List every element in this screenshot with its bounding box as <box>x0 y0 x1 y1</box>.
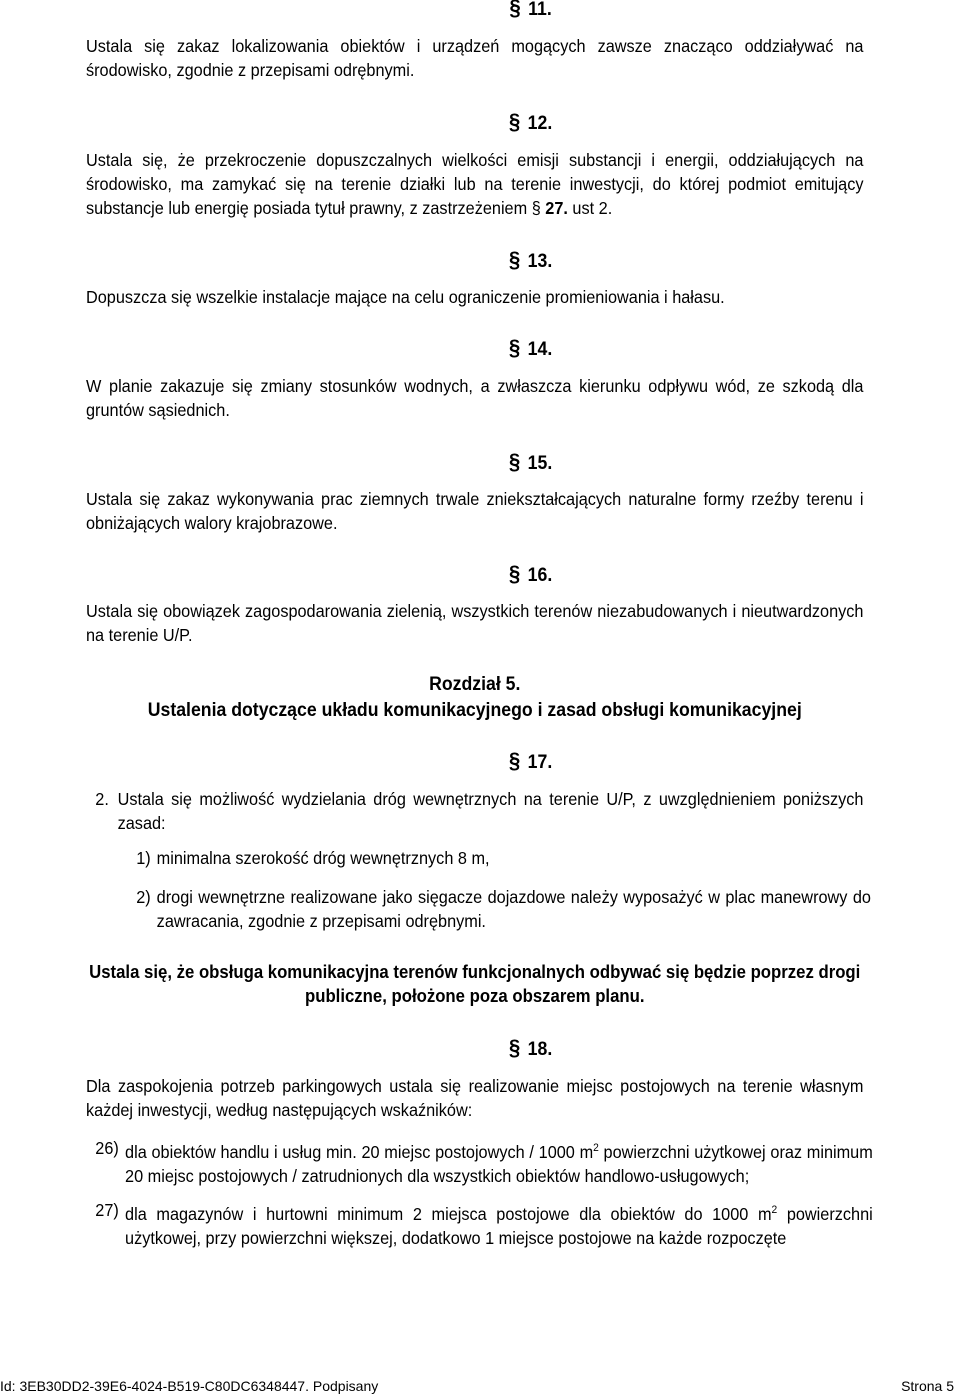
list-item-number: 26) <box>95 1138 119 1158</box>
section-ref-symbol: § <box>531 198 541 218</box>
section-12-text-a: Ustala się, że przekroczenie dopuszczalnych wielkości emisji substancji i energii, oddziałujących na środowisko, ma zamykać się na terenie działki lub na terenie inwestycji, do której podmiot emitujący substancje lub energię posiada tytuł prawny, z zastrzeżeniem <box>86 150 864 218</box>
section-17-text: Ustala się możliwość wydzielania dróg wewnętrznych na terenie U/P, z uwzględnieniem poniższych zasad: <box>117 789 864 833</box>
chapter-title: Ustalenia dotyczące układu komunikacyjnego i zasad obsługi komunikacyjnej <box>147 700 802 721</box>
section-12-text-b: ust 2. <box>567 198 613 218</box>
paragraph-number: 2. <box>95 789 109 809</box>
section-number: 16. <box>527 565 553 586</box>
section-13-text: Dopuszcza się wszelkie instalacje mające na celu ograniczenie promieniowania i hałasu. <box>86 287 725 307</box>
page-footer <box>0 1376 960 1396</box>
superscript: 2 <box>771 1204 778 1216</box>
section-14-text: W planie zakazuje się zmiany stosunków wodnych, a zwłaszcza kierunku odpływu wód, ze szkodą dla gruntów sąsiednich. <box>86 376 864 420</box>
section-15-text: Ustala się zakaz wykonywania prac ziemnych trwale zniekształcających naturalne formy rzeźby terenu i obniżających walory krajobrazowe. <box>86 489 864 533</box>
list-item <box>95 1198 872 1250</box>
section-symbol: § <box>508 561 521 586</box>
list-item-text-b: powierzchni użytkowej oraz minimum 20 miejsc postojowych / zatrudnionych dla wszystkich obiektów handlowo-usługowych; <box>125 1141 873 1186</box>
section-symbol: § <box>509 0 521 20</box>
section-symbol: § <box>508 1035 521 1060</box>
section-12-text <box>86 148 863 220</box>
list-item-text-a: dla magazynów i hurtowni minimum 2 miejsca postojowe dla obiektów do 1000 m <box>125 1203 772 1224</box>
section-16-text: Ustala się obowiązek zagospodarowania zielenią, wszystkich terenów niezabudowanych i nieutwardzonych na terenie U/P. <box>86 601 864 645</box>
section-symbol: § <box>508 109 521 134</box>
superscript: 2 <box>593 1142 599 1154</box>
list-item-text <box>125 1136 873 1188</box>
section-symbol: § <box>508 335 521 360</box>
section-symbol: § <box>508 449 521 474</box>
section-17-bold-statement: Ustala się, że obsługa komunikacyjna terenów funkcjonalnych odbywać się będzie poprzez drogi publiczne, położone poza obszarem planu. <box>89 962 861 1006</box>
list-item-number: 2) <box>136 887 151 907</box>
list-item-number: 1) <box>136 848 151 868</box>
section-15-heading <box>142 450 919 476</box>
list-item-text: minimalna szerokość dróg wewnętrznych 8 m, <box>156 848 490 868</box>
section-number: 15. <box>527 453 553 474</box>
section-17-paragraph <box>95 787 863 835</box>
list-item <box>95 1136 872 1188</box>
list-item <box>136 885 871 933</box>
document-id: Id: 3EB30DD2-39E6-4024-B519-C80DC6348447. Podpisany <box>0 1378 379 1394</box>
section-17-heading <box>142 749 919 775</box>
list-item-text-b: powierzchni użytkowej, przy powierzchni większej, dodatkowo 1 miejsce postojowe na każde rozpoczęte <box>125 1203 873 1248</box>
section-11-heading <box>142 0 919 22</box>
section-number: 14. <box>527 339 553 360</box>
section-number: 12. <box>527 113 553 134</box>
section-ref-number: 27. <box>545 198 568 218</box>
section-11-text: Ustala się zakaz lokalizowania obiektów i urządzeń mogących zawsze znacząco oddziaływać na środowisko, zgodnie z przepisami odrębnymi. <box>86 36 864 80</box>
section-number: 11. <box>528 0 552 20</box>
list-item-text-a: dla obiektów handlu i usług min. 20 miejsc postojowych / 1000 m <box>125 1141 594 1162</box>
list-item-text <box>125 1198 873 1250</box>
section-number: 18. <box>527 1039 553 1060</box>
section-symbol: § <box>508 247 521 272</box>
section-symbol: § <box>508 748 521 773</box>
page-number: Strona 5 <box>901 1378 954 1394</box>
section-number: 17. <box>527 752 553 773</box>
list-item <box>136 846 871 870</box>
section-14-heading <box>142 336 919 362</box>
section-18-text: Dla zaspokojenia potrzeb parkingowych ustala się realizowanie miejsc postojowych na terenie własnym każdej inwestycji, według następujących wskaźników: <box>86 1076 864 1120</box>
list-item-text: drogi wewnętrzne realizowane jako sięgacze dojazdowe należy wyposażyć w plac manewrowy do zawracania, zgodnie z przepisami odrębnymi. <box>156 887 871 931</box>
section-number: 13. <box>527 251 553 272</box>
list-item-number: 27) <box>95 1200 119 1220</box>
section-13-heading <box>142 248 919 274</box>
section-16-heading <box>142 562 919 588</box>
section-18-heading <box>142 1036 919 1062</box>
chapter-number: Rozdział 5. <box>429 674 521 695</box>
section-12-heading <box>142 110 919 136</box>
